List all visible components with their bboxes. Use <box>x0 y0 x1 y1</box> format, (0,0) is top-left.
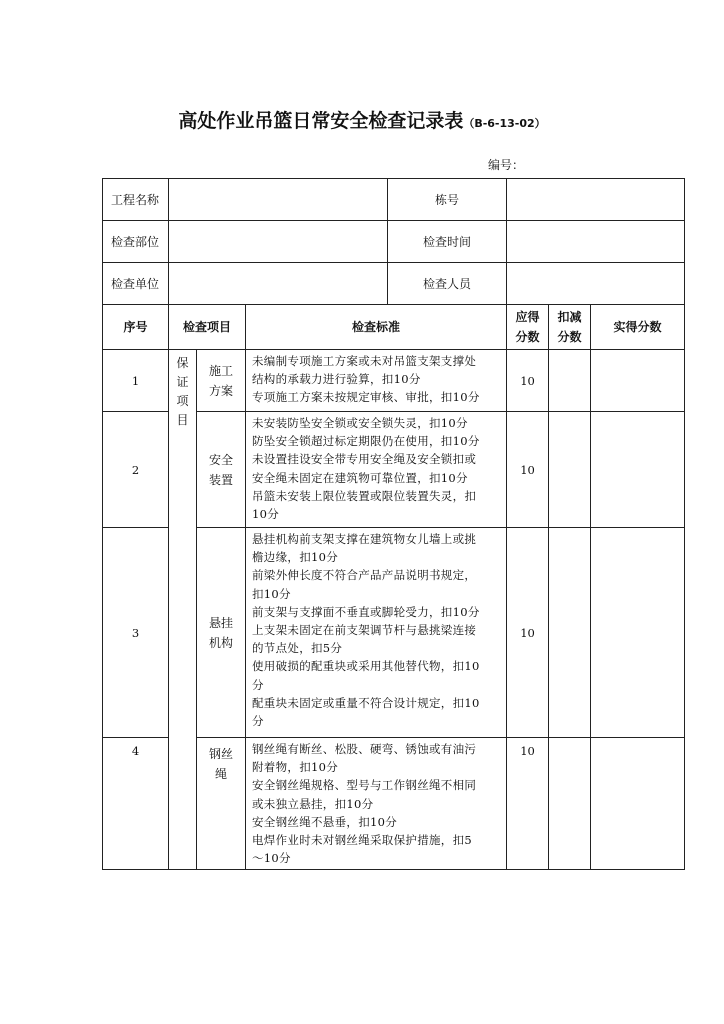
row-deduct-field[interactable] <box>549 738 591 870</box>
table-row <box>103 350 685 412</box>
row-standard: 未编制专项施工方案或未对吊篮支架支撑处 结构的承载力进行验算，扣10分 专项施工方案未按规定审核、审批，扣10分 <box>246 350 507 412</box>
header-actual-score: 实得分数 <box>591 305 685 350</box>
row-actual-field[interactable] <box>591 738 685 870</box>
page-title <box>0 106 724 133</box>
inspection-table <box>102 178 685 870</box>
row-item: 钢丝 绳 <box>197 738 246 870</box>
project-name-label: 工程名称 <box>103 179 169 221</box>
row-seq: 2 <box>103 412 169 528</box>
inspector-field[interactable] <box>507 263 685 305</box>
info-row-location <box>103 221 685 263</box>
row-deduct-field[interactable] <box>549 350 591 412</box>
row-item: 施工 方案 <box>197 350 246 412</box>
inspection-time-label: 检查时间 <box>388 221 507 263</box>
title-text: 高处作业吊篮日常安全检查记录表 <box>178 110 464 132</box>
building-no-field[interactable] <box>507 179 685 221</box>
info-row-project <box>103 179 685 221</box>
header-item: 检查项目 <box>169 305 246 350</box>
building-no-label: 栋号 <box>388 179 507 221</box>
row-standard: 未安装防坠安全锁或安全锁失灵，扣10分 防坠安全锁超过标定期限仍在使用，扣10分 未设置挂设安全带专用安全绳及安全锁扣或 安全绳未固定在建筑物可靠位置，扣10分 吊篮未安装上限位装置或限位装置失灵，扣 10分 <box>246 412 507 528</box>
project-name-field[interactable] <box>169 179 388 221</box>
row-seq: 1 <box>103 350 169 412</box>
row-deduct-field[interactable] <box>549 528 591 738</box>
inspection-time-field[interactable] <box>507 221 685 263</box>
row-item: 安全 装置 <box>197 412 246 528</box>
info-row-unit <box>103 263 685 305</box>
category-guarantee-items: 保 证 项 目 <box>169 350 197 870</box>
row-actual-field[interactable] <box>591 412 685 528</box>
serial-number-label: 编号： <box>488 158 525 172</box>
row-due-score: 10 <box>507 350 549 412</box>
row-standard: 钢丝绳有断丝、松股、硬弯、锈蚀或有油污 附着物，扣10分 安全钢丝绳规格、型号与工作钢丝绳不相同 或未独立悬挂，扣10分 安全钢丝绳不悬垂，扣10分 电焊作业时未对钢丝绳采取保护措施，扣5 ～10分 <box>246 738 507 870</box>
header-standard: 检查标准 <box>246 305 507 350</box>
header-deduct-score: 扣减 分数 <box>549 305 591 350</box>
row-actual-field[interactable] <box>591 350 685 412</box>
row-actual-field[interactable] <box>591 528 685 738</box>
inspection-location-label: 检查部位 <box>103 221 169 263</box>
row-seq: 3 <box>103 528 169 738</box>
row-standard: 悬挂机构前支架支撑在建筑物女儿墙上或挑 檐边缘，扣10分 前梁外伸长度不符合产品产品说明书规定， 扣10分 前支架与支撑面不垂直或脚轮受力，扣10分 上支架未固定在前支架调节杆与悬挑梁连接 的节点处，扣5分 使用破损的配重块或采用其他替代物，扣10 分 配重块未固定或重量不符合设计规定，扣10 分 <box>246 528 507 738</box>
row-seq: 4 <box>103 738 169 870</box>
header-due-score: 应得 分数 <box>507 305 549 350</box>
row-due-score: 10 <box>507 528 549 738</box>
inspector-label: 检查人员 <box>388 263 507 305</box>
header-row <box>103 305 685 350</box>
row-deduct-field[interactable] <box>549 412 591 528</box>
header-seq: 序号 <box>103 305 169 350</box>
inspection-unit-field[interactable] <box>169 263 388 305</box>
inspection-location-field[interactable] <box>169 221 388 263</box>
inspection-unit-label: 检查单位 <box>103 263 169 305</box>
form-code: （B-6-13-02） <box>463 117 546 130</box>
row-due-score: 10 <box>507 412 549 528</box>
row-due-score: 10 <box>507 738 549 870</box>
row-item: 悬挂 机构 <box>197 528 246 738</box>
